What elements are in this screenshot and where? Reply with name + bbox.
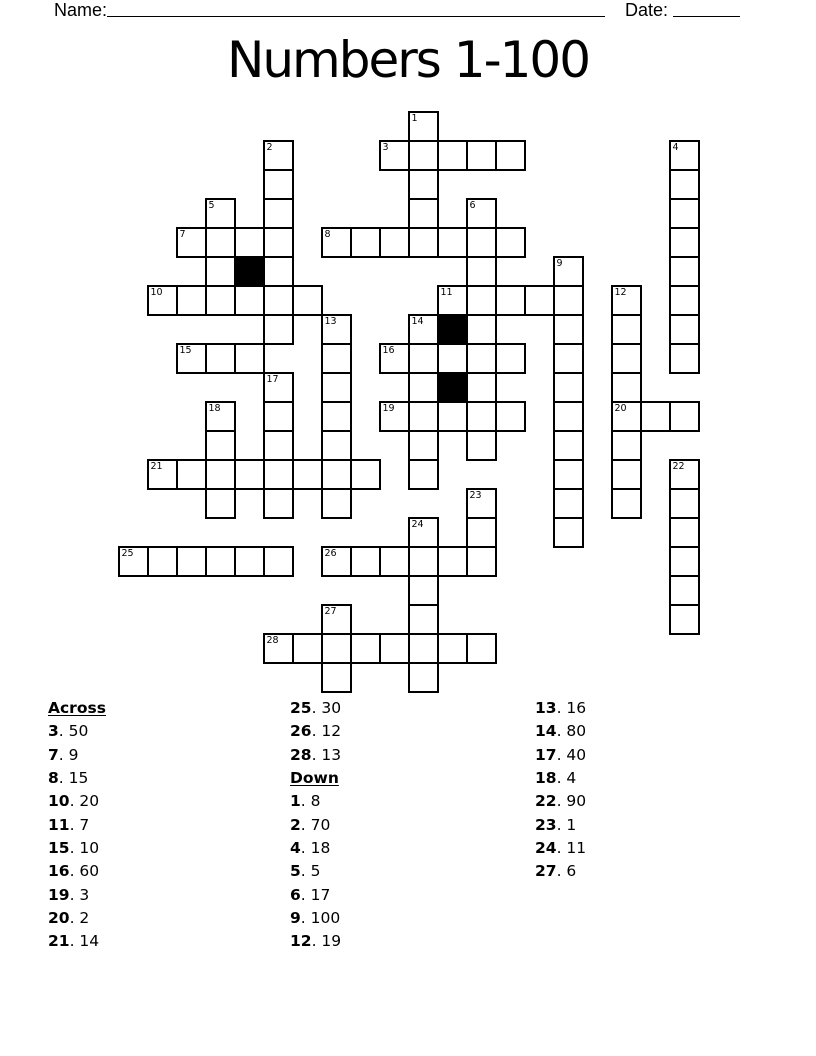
clue-number: 22: [535, 792, 557, 811]
answer-cell[interactable]: [669, 604, 700, 635]
clue-text: . 15: [58, 768, 89, 787]
answer-cell[interactable]: [408, 633, 439, 664]
answer-cell[interactable]: [321, 633, 352, 664]
answer-cell[interactable]: [437, 633, 468, 664]
clue-text: . 13: [311, 745, 342, 764]
answer-cell[interactable]: [321, 459, 352, 490]
cell-number: 22: [672, 460, 685, 472]
clue-across-20: [48, 907, 106, 930]
clue-text: . 19: [311, 932, 342, 951]
date-label: Date:: [625, 0, 669, 20]
clue-text: . 10: [69, 838, 100, 857]
answer-cell[interactable]: [437, 343, 468, 374]
cell-number: 20: [614, 402, 627, 414]
answer-cell[interactable]: [495, 401, 526, 432]
clue-down-14: [535, 720, 586, 743]
clue-down-13: [535, 697, 586, 720]
clue-text: . 18: [300, 838, 331, 857]
clue-number: 6: [290, 885, 301, 904]
cell-number: 13: [324, 315, 337, 327]
answer-cell[interactable]: [466, 372, 497, 403]
answer-cell[interactable]: [437, 227, 468, 258]
answer-cell[interactable]: [408, 140, 439, 171]
cell-number: 21: [150, 460, 163, 472]
answer-cell[interactable]: [408, 343, 439, 374]
clue-across-7: [48, 744, 106, 767]
answer-cell[interactable]: [408, 169, 439, 200]
clue-column-3: [535, 697, 586, 884]
answer-cell[interactable]: [611, 430, 642, 461]
answer-cell[interactable]: [466, 256, 497, 287]
clue-down-4: [290, 837, 341, 860]
answer-cell[interactable]: [234, 459, 265, 490]
clue-number: 4: [290, 838, 301, 857]
answer-cell[interactable]: [437, 401, 468, 432]
clue-text: . 17: [300, 885, 331, 904]
clue-number: 14: [535, 722, 557, 741]
answer-cell[interactable]: [350, 546, 381, 577]
clue-down-9: [290, 907, 341, 930]
answer-cell[interactable]: [669, 285, 700, 316]
answer-cell[interactable]: [495, 140, 526, 171]
answer-cell[interactable]: [176, 459, 207, 490]
answer-cell[interactable]: [524, 285, 555, 316]
down-header: Down: [290, 768, 339, 787]
clue-number: 25: [290, 699, 312, 717]
clue-number: 13: [535, 699, 557, 717]
answer-cell[interactable]: [669, 546, 700, 577]
clue-text: . 12: [311, 722, 342, 741]
cell-number: 25: [121, 547, 134, 559]
answer-cell[interactable]: [205, 256, 236, 287]
answer-cell[interactable]: [466, 285, 497, 316]
clue-text: . 7: [69, 815, 90, 834]
answer-cell[interactable]: [669, 314, 700, 345]
clue-text: . 8: [300, 792, 321, 811]
clue-text: . 6: [556, 862, 577, 881]
name-input-line[interactable]: [107, 2, 605, 17]
answer-cell[interactable]: [292, 285, 323, 316]
cell-number: 10: [150, 286, 163, 298]
answer-cell[interactable]: [669, 343, 700, 374]
answer-cell[interactable]: [205, 488, 236, 519]
clue-number: 9: [290, 908, 301, 927]
answer-cell[interactable]: [321, 430, 352, 461]
answer-cell[interactable]: [611, 488, 642, 519]
cell-number: 2: [266, 141, 273, 153]
clue-text: . 3: [69, 885, 90, 904]
answer-cell[interactable]: [553, 285, 584, 316]
answer-cell[interactable]: [408, 546, 439, 577]
answer-cell[interactable]: [669, 517, 700, 548]
answer-cell[interactable]: [379, 546, 410, 577]
answer-cell[interactable]: [379, 227, 410, 258]
clue-down-1: [290, 790, 341, 813]
clue-down-22: [535, 790, 586, 813]
answer-cell[interactable]: [553, 314, 584, 345]
answer-cell[interactable]: [408, 227, 439, 258]
clue-across-25: [290, 697, 341, 720]
answer-cell[interactable]: [263, 256, 294, 287]
answer-cell[interactable]: [350, 633, 381, 664]
answer-cell[interactable]: [408, 575, 439, 606]
clue-number: 5: [290, 862, 301, 881]
answer-cell[interactable]: [408, 662, 439, 693]
answer-cell[interactable]: [408, 198, 439, 229]
clue-down-12: [290, 930, 341, 953]
black-cell: [437, 372, 468, 403]
clue-across-26: [290, 720, 341, 743]
answer-cell[interactable]: [669, 198, 700, 229]
answer-cell[interactable]: [408, 430, 439, 461]
answer-cell[interactable]: [408, 372, 439, 403]
answer-cell[interactable]: [669, 227, 700, 258]
answer-cell[interactable]: [263, 546, 294, 577]
cell-number: 15: [179, 344, 192, 356]
answer-cell[interactable]: [466, 227, 497, 258]
answer-cell[interactable]: [669, 575, 700, 606]
answer-cell[interactable]: [408, 459, 439, 490]
answer-cell[interactable]: [553, 401, 584, 432]
clue-text: . 30: [311, 699, 342, 717]
clue-number: 21: [48, 932, 70, 951]
clue-column-1: [48, 697, 106, 954]
answer-cell[interactable]: [640, 401, 671, 432]
date-input-line[interactable]: [673, 2, 740, 17]
clue-across-16: [48, 860, 106, 883]
answer-cell[interactable]: [205, 546, 236, 577]
answer-cell[interactable]: [205, 227, 236, 258]
clue-text: . 2: [69, 908, 90, 927]
answer-cell[interactable]: [176, 546, 207, 577]
answer-cell[interactable]: [466, 140, 497, 171]
answer-cell[interactable]: [350, 459, 381, 490]
answer-cell[interactable]: [147, 546, 178, 577]
clue-down-2: [290, 814, 341, 837]
cell-number: 11: [440, 286, 453, 298]
clue-down-6: [290, 884, 341, 907]
clue-text: . 70: [300, 815, 331, 834]
clue-number: 26: [290, 722, 312, 741]
cell-number: 6: [469, 199, 476, 211]
black-cell: [437, 314, 468, 345]
clue-across-19: [48, 884, 106, 907]
clue-text: . 4: [556, 768, 577, 787]
clue-number: 27: [535, 862, 557, 881]
answer-cell[interactable]: [263, 401, 294, 432]
cell-number: 5: [208, 199, 215, 211]
answer-cell[interactable]: [205, 285, 236, 316]
clue-text: . 50: [58, 722, 89, 741]
answer-cell[interactable]: [321, 372, 352, 403]
clue-text: . 1: [556, 815, 577, 834]
clue-down-5: [290, 860, 341, 883]
cell-number: 16: [382, 344, 395, 356]
clue-text: . 20: [69, 792, 100, 811]
answer-cell[interactable]: [495, 227, 526, 258]
clue-text: . 5: [300, 862, 321, 881]
clue-number: 8: [48, 768, 59, 787]
answer-cell[interactable]: [292, 633, 323, 664]
answer-cell[interactable]: [669, 169, 700, 200]
answer-cell[interactable]: [379, 633, 410, 664]
clue-text: . 11: [556, 838, 587, 857]
cell-number: 18: [208, 402, 221, 414]
answer-cell[interactable]: [495, 285, 526, 316]
clue-number: 28: [290, 745, 312, 764]
clue-number: 23: [535, 815, 557, 834]
across-header: Across: [48, 699, 106, 717]
cell-number: 26: [324, 547, 337, 559]
answer-cell[interactable]: [466, 633, 497, 664]
answer-cell[interactable]: [205, 343, 236, 374]
answer-cell[interactable]: [263, 459, 294, 490]
clue-column-2: [290, 697, 341, 954]
answer-cell[interactable]: [466, 517, 497, 548]
clue-number: 17: [535, 745, 557, 764]
cell-number: 7: [179, 228, 186, 240]
answer-cell[interactable]: [321, 343, 352, 374]
answer-cell[interactable]: [495, 343, 526, 374]
clue-text: . 16: [556, 699, 587, 717]
clue-text: . 9: [58, 745, 79, 764]
answer-cell[interactable]: [234, 546, 265, 577]
clue-across-8: [48, 767, 106, 790]
cell-number: 12: [614, 286, 627, 298]
clue-number: 10: [48, 792, 70, 811]
answer-cell[interactable]: [466, 343, 497, 374]
answer-cell[interactable]: [321, 488, 352, 519]
clue-text: . 100: [300, 908, 341, 927]
answer-cell[interactable]: [321, 662, 352, 693]
answer-cell[interactable]: [466, 401, 497, 432]
clue-number: 19: [48, 885, 70, 904]
clue-across-21: [48, 930, 106, 953]
cell-number: 27: [324, 605, 337, 617]
crossword-grid: [118, 111, 700, 693]
cell-number: 28: [266, 634, 279, 646]
answer-cell[interactable]: [669, 401, 700, 432]
answer-cell[interactable]: [234, 343, 265, 374]
clue-text: . 90: [556, 792, 587, 811]
answer-cell[interactable]: [263, 227, 294, 258]
answer-cell[interactable]: [611, 343, 642, 374]
answer-cell[interactable]: [292, 459, 323, 490]
clue-text: . 40: [556, 745, 587, 764]
clue-number: 11: [48, 815, 70, 834]
clue-number: 12: [290, 932, 312, 951]
answer-cell[interactable]: [466, 546, 497, 577]
answer-cell[interactable]: [611, 372, 642, 403]
clue-number: 18: [535, 768, 557, 787]
answer-cell[interactable]: [263, 198, 294, 229]
clue-across-11: [48, 814, 106, 837]
answer-cell[interactable]: [408, 401, 439, 432]
answer-cell[interactable]: [611, 314, 642, 345]
answer-cell[interactable]: [263, 430, 294, 461]
clue-down-18: [535, 767, 586, 790]
answer-cell[interactable]: [350, 227, 381, 258]
clue-text: . 80: [556, 722, 587, 741]
answer-cell[interactable]: [205, 430, 236, 461]
answer-cell[interactable]: [553, 343, 584, 374]
cell-number: 1: [411, 112, 418, 124]
clue-number: 24: [535, 838, 557, 857]
clue-across-15: [48, 837, 106, 860]
answer-cell[interactable]: [669, 488, 700, 519]
clue-number: 20: [48, 908, 70, 927]
clue-number: 16: [48, 862, 70, 881]
answer-cell[interactable]: [437, 140, 468, 171]
clue-number: 2: [290, 815, 301, 834]
clue-text: . 14: [69, 932, 100, 951]
clue-number: 1: [290, 792, 301, 811]
answer-cell[interactable]: [466, 430, 497, 461]
answer-cell[interactable]: [321, 401, 352, 432]
cell-number: 8: [324, 228, 331, 240]
cell-number: 14: [411, 315, 424, 327]
cell-number: 17: [266, 373, 279, 385]
cell-number: 24: [411, 518, 424, 530]
clue-down-27: [535, 860, 586, 883]
clue-across-28: [290, 744, 341, 767]
answer-cell[interactable]: [553, 517, 584, 548]
answer-cell[interactable]: [611, 459, 642, 490]
name-label: Name:: [54, 0, 108, 20]
puzzle-title: Numbers 1-100: [226, 31, 590, 89]
answer-cell[interactable]: [553, 372, 584, 403]
cell-number: 4: [672, 141, 679, 153]
answer-cell[interactable]: [234, 227, 265, 258]
answer-cell[interactable]: [176, 285, 207, 316]
clue-number: 15: [48, 838, 70, 857]
answer-cell[interactable]: [263, 488, 294, 519]
cell-number: 19: [382, 402, 395, 414]
answer-cell[interactable]: [437, 546, 468, 577]
answer-cell[interactable]: [263, 169, 294, 200]
answer-cell[interactable]: [669, 256, 700, 287]
answer-cell[interactable]: [553, 430, 584, 461]
clue-number: 7: [48, 745, 59, 764]
clue-across-3: [48, 720, 106, 743]
answer-cell[interactable]: [234, 285, 265, 316]
clue-down-23: [535, 814, 586, 837]
black-cell: [234, 256, 265, 287]
clue-number: 3: [48, 722, 59, 741]
answer-cell[interactable]: [263, 314, 294, 345]
clue-text: . 60: [69, 862, 100, 881]
cell-number: 9: [556, 257, 563, 269]
clue-across-10: [48, 790, 106, 813]
answer-cell[interactable]: [263, 285, 294, 316]
clue-down-17: [535, 744, 586, 767]
cell-number: 23: [469, 489, 482, 501]
clue-down-24: [535, 837, 586, 860]
answer-cell[interactable]: [408, 604, 439, 635]
answer-cell[interactable]: [553, 459, 584, 490]
answer-cell[interactable]: [205, 459, 236, 490]
answer-cell[interactable]: [466, 314, 497, 345]
cell-number: 3: [382, 141, 389, 153]
answer-cell[interactable]: [553, 488, 584, 519]
